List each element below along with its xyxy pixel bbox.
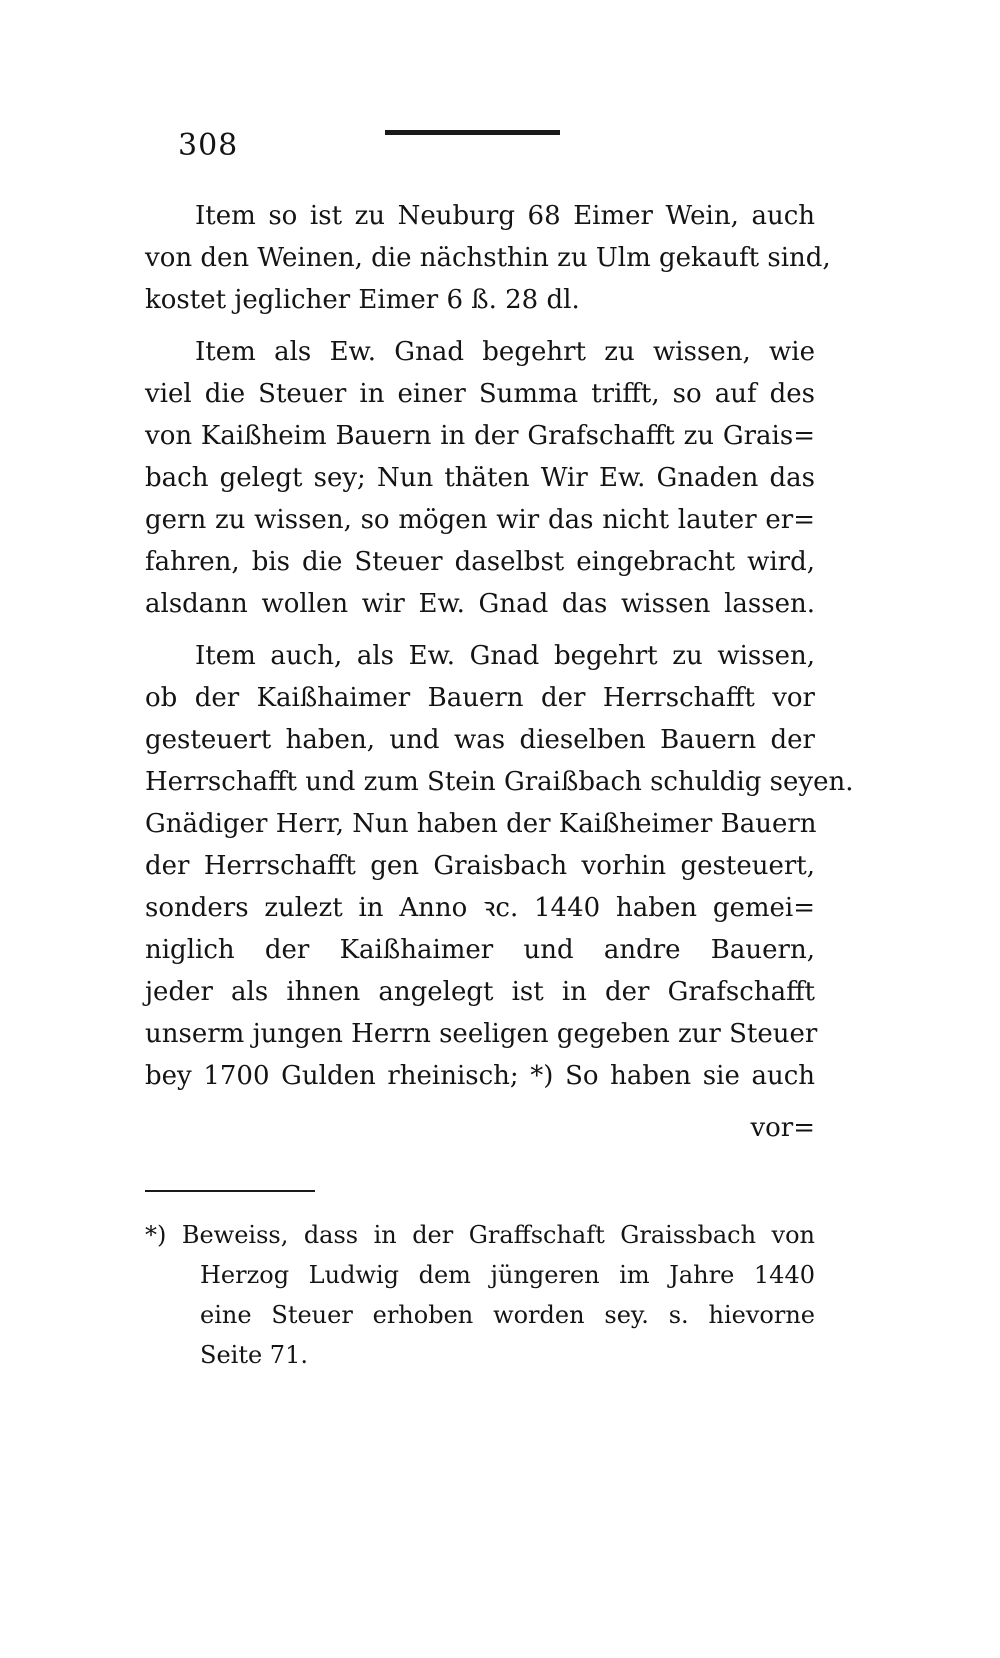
text-line: Item auch, als Ew. Gnad begehrt zu wissen,: [195, 641, 815, 671]
text-line: Item so ist zu Neuburg 68 Eimer Wein, auch: [195, 201, 815, 231]
main-text: [145, 195, 854, 1149]
catchword: vor=: [750, 1113, 815, 1143]
text-line: alsdann wollen wir Ew. Gnad das wissen lassen.: [145, 589, 815, 619]
footnote: [145, 1215, 815, 1375]
text-line: fahren, bis die Steuer daselbst eingebracht wird,: [145, 547, 815, 577]
text-line: gesteuert haben, und was dieselben Bauern der: [145, 725, 815, 755]
text-line: viel die Steuer in einer Summa trifft, so auf des: [145, 379, 815, 409]
text-line: bey 1700 Gulden rheinisch; *) So haben sie auch: [145, 1061, 815, 1091]
paragraph: [145, 331, 815, 625]
footnote-line: eine Steuer erhoben worden sey. s. hievorne: [200, 1301, 815, 1329]
text-line: kostet jeglicher Eimer 6 ß. 28 dl.: [145, 285, 580, 315]
text-line: Gnädiger Herr, Nun haben der Kaißheimer Bauern: [145, 809, 817, 839]
footnote-rule: [145, 1190, 315, 1192]
paragraph: [145, 195, 831, 321]
footnote-line: Seite 71.: [200, 1341, 308, 1369]
text-line: gern zu wissen, so mögen wir das nicht lauter er=: [145, 505, 815, 535]
text-line: der Herrschafft gen Graisbach vorhin gesteuert,: [145, 851, 815, 881]
text-line: Herrschafft und zum Stein Graißbach schuldig seyen.: [145, 767, 854, 797]
text-line: Item als Ew. Gnad begehrt zu wissen, wie: [195, 337, 815, 367]
header-rule: [385, 130, 560, 135]
text-line: niglich der Kaißhaimer und andre Bauern,: [145, 935, 815, 965]
paragraph: [145, 635, 854, 1097]
page-number: 308: [178, 128, 239, 163]
footnote-line: Herzog Ludwig dem jüngeren im Jahre 1440: [200, 1261, 815, 1289]
text-line: von den Weinen, die nächsthin zu Ulm gekauft sind,: [145, 243, 831, 273]
text-line: von Kaißheim Bauern in der Grafschafft zu Grais=: [145, 421, 815, 451]
text-line: jeder als ihnen angelegt ist in der Grafschafft: [145, 977, 815, 1007]
text-line: unserm jungen Herrn seeligen gegeben zur Steuer: [145, 1019, 818, 1049]
text-line: bach gelegt sey; Nun thäten Wir Ew. Gnaden das: [145, 463, 815, 493]
text-line: ob der Kaißhaimer Bauern der Herrschafft vor: [145, 683, 815, 713]
text-line: sonders zulezt in Anno ꝛc. 1440 haben gemei=: [145, 893, 815, 923]
footnote-line: *) Beweiss, dass in der Graffschaft Graissbach von: [145, 1221, 815, 1249]
